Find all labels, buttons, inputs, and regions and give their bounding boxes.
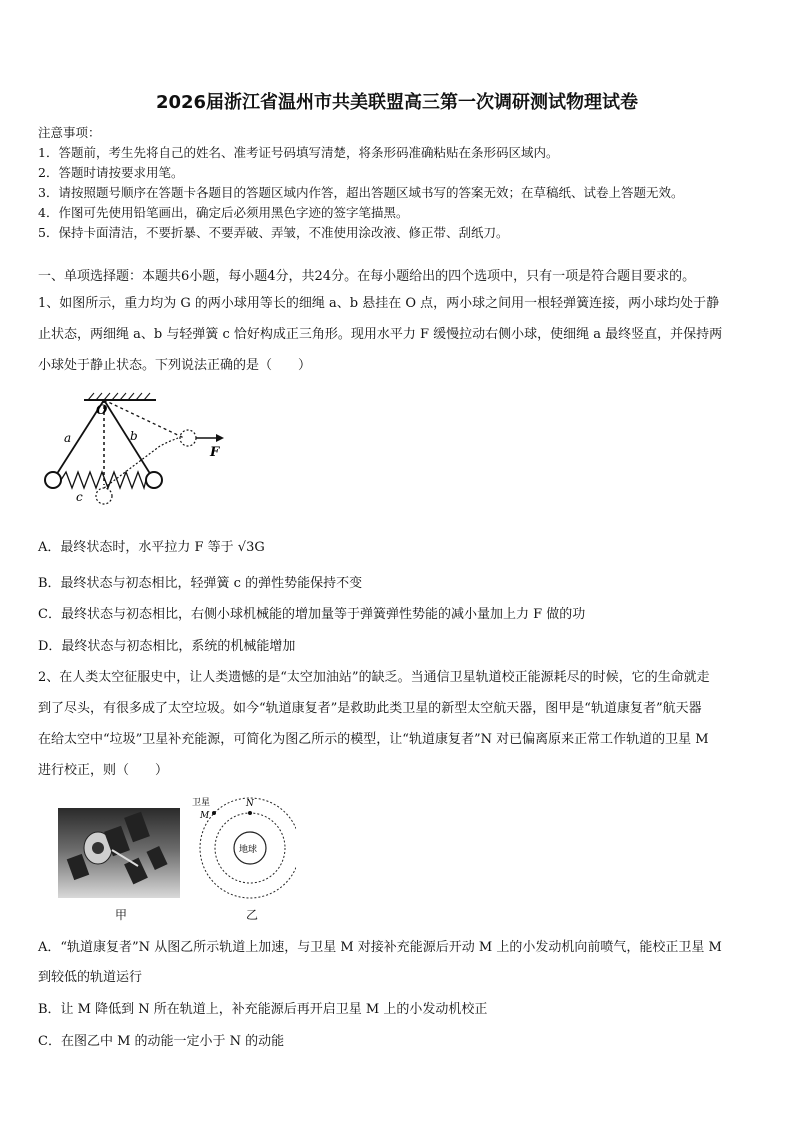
q1-label-b: b	[130, 429, 138, 443]
label-n: N	[246, 799, 254, 809]
q1-option-a: A．最终状态时，水平拉力 F 等于 √3G	[38, 540, 265, 555]
earth-label: 地球	[239, 845, 258, 855]
q1-line-1: 1、如图所示，重力均为 G 的两小球用等长的细绳 a、b 悬挂在 O 点，两小球之间用一根轻弹簧连接，两小球均处于静	[38, 296, 720, 311]
notice-item-1: 1．答题前，考生先将自己的姓名、准考证号码填写清楚，将条形码准确粘贴在条形码区域内。	[38, 145, 559, 160]
page-title: 2026届浙江省温州市共美联盟高三第一次调研测试物理试卷	[155, 92, 639, 113]
q2-option-a-cont: 到较低的轨道运行	[38, 970, 143, 985]
q1-label-a: a	[64, 431, 72, 445]
q2-line-1: 2、在人类太空征服史中，让人类遗憾的是“太空加油站”的缺乏。当通信卫星轨道校正能源耗尽的时候，它的生命就走	[38, 670, 710, 685]
orbit-diagram	[186, 796, 296, 906]
q2-option-a: A．“轨道康复者”N 从图乙所示轨道上加速，与卫星 M 对接补充能源后开动 M 上的小发动机向前喷气，能校正卫星 M	[38, 940, 722, 955]
section-heading: 一、单项选择题：本题共6小题，每小题4分，共24分。在每小题给出的四个选项中，只有一项是符合题目要求的。	[38, 269, 696, 284]
notice-item-5: 5．保持卡面清洁，不要折暴、不要弄破、弄皱，不准使用涂改液、修正带、刮纸刀。	[38, 225, 509, 240]
q1-figure	[36, 390, 236, 510]
notice-item-4: 4．作图可先使用铅笔画出，确定后必须用黑色字迹的签字笔描黑。	[38, 205, 409, 220]
q2-option-b: B．让 M 降低到 N 所在轨道上，补充能源后再开启卫星 M 上的小发动机校正	[38, 1002, 488, 1017]
notice-item-3: 3．请按照题号顺序在答题卡各题目的答题区域内作答，超出答题区域书写的答案无效；在草稿纸、试卷上答题无效。	[38, 185, 684, 200]
figure-label-yi: 乙	[246, 908, 259, 922]
q2-line-4: 进行校正，则（ ）	[38, 763, 169, 778]
q2-line-2: 到了尽头，有很多成了太空垃圾。如今“轨道康复者”是救助此类卫星的新型太空航天器，图甲是“轨道康复者”航天器	[38, 701, 702, 716]
q2-line-3: 在给太空中“垃圾”卫星补充能源，可简化为图乙所示的模型，让“轨道康复者”N 对已偏离原来正常工作轨道的卫星 M	[38, 732, 709, 747]
q1-line-2: 止状态，两细绳 a、b 与轻弹簧 c 恰好构成正三角形。现用水平力 F 缓慢拉动右侧小球，使细绳 a 最终竖直，并保持两	[38, 327, 723, 342]
figure-label-jia: 甲	[115, 908, 128, 922]
notice-item-2: 2．答题时请按要求用笔。	[38, 165, 184, 180]
q1-label-o: O	[96, 403, 108, 418]
q2-option-c: C．在图乙中 M 的动能一定小于 N 的动能	[38, 1034, 285, 1049]
q1-option-c: C．最终状态与初态相比，右侧小球机械能的增加量等于弹簧弹性势能的减小量加上力 F 做的功	[38, 607, 586, 622]
q1-option-b: B．最终状态与初态相比，轻弹簧 c 的弹性势能保持不变	[38, 576, 363, 591]
satellite-photo	[58, 808, 180, 898]
q1-line-3: 小球处于静止状态。下列说法正确的是（ ）	[38, 358, 312, 373]
satellite-label: 卫星	[192, 798, 211, 808]
q1-option-d: D．最终状态与初态相比，系统的机械能增加	[38, 639, 296, 654]
label-m: M	[200, 811, 210, 821]
q1-label-f: F	[210, 445, 220, 460]
q1-label-c: c	[76, 490, 83, 504]
notice-heading: 注意事项：	[38, 125, 101, 140]
